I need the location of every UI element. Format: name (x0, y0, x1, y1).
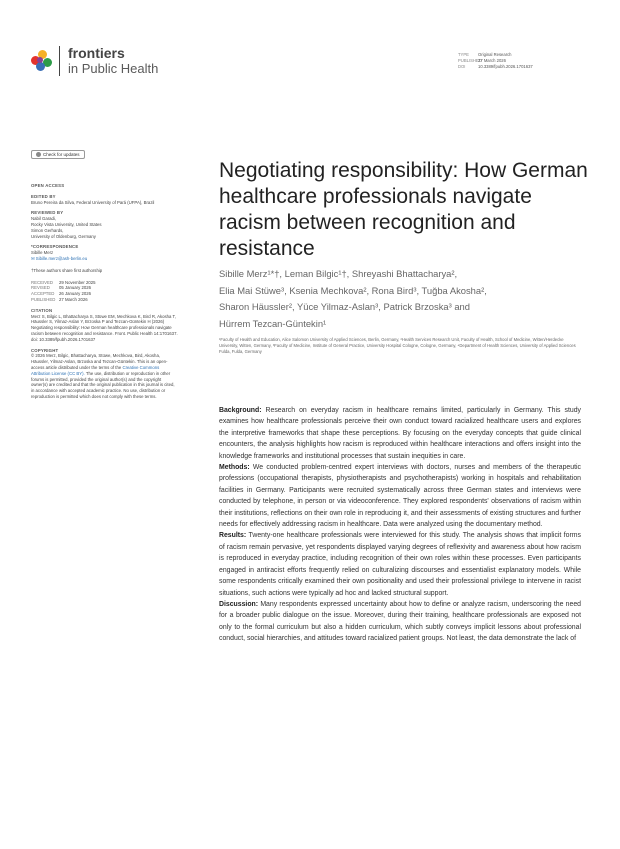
reviewer-2-affiliation: University of Oldenburg, Germany (31, 233, 96, 239)
copyright-text (31, 353, 179, 399)
authors-line: Sharon Häussler², Yüce Yilmaz-Aslan³, Patrick Brzoska³ and (219, 301, 470, 312)
abstract-background: Background: Research on everyday racism in healthcare remains limited, particularly in Germany. This study examines how healthcare professionals perceive their own conduct toward racialized healthcare users and explores the interpretive frameworks that shape these perceptions. By focusing on the everyday concepts that guide clinical encounters, the analysis highlights how racism is reproduced within healthcare interactions and offers insight into the knowledge frameworks and institutional processes that sustain inequities in care. (219, 407, 581, 460)
logo-divider (59, 46, 60, 76)
correspondence-email[interactable]: ✉ Sibille.merz@ash-berlin.eu (31, 255, 88, 261)
abstract-methods: Methods: We conducted problem-centred expert interviews with doctors, nurses and members of the therapeutic professions (occupational therapists, physiotherapists and psychotherapists) working in hospitals and rehabilitation facilities in Germany. Participants were recruited systematically across three German states and interviews were conducted by telephone, in person or via videoconference. They explored respondents' observations of racism within their institutions, reflections on their own role in reproducing it, and their assessments of existing structures and further needs for effectively addressing racism in healthcare. Data were analyzed using the documentary method. (219, 464, 581, 529)
edited-by: Bruno Pereira da Silva, Federal University of Pará (UFPA), Brazil (31, 199, 155, 205)
open-access-label: OPEN ACCESS (31, 183, 65, 188)
reviewer-1-name: Nabil Garadi, (31, 216, 57, 222)
meta-type: TYPE Original Research (458, 52, 512, 57)
abstract-discussion: Discussion: Many respondents expressed uncertainty about how to define or analyze racism, underscoring the need for a broader public dialogue on the issue. Moreover, during their training, healthcare professionals are exposed not only to the formal curriculum but also a hidden curriculum, which subtly conveys implicit lessons about professional conduct, social hierarchies, and attitudes toward racialized patient groups. Not least, the data demonstrate the lack of (219, 600, 581, 643)
journal-name-line2: in Public Health (68, 61, 159, 76)
check-for-updates-label: Check for updates (43, 152, 80, 157)
meta-doi[interactable]: DOI 10.3389/fpubh.2026.1701637 (458, 64, 533, 69)
abstract-results: Results: Twenty-one healthcare professionals were interviewed for this study. The analysis shows that implicit forms of racism remain pervasive, yet respondents displayed varying degrees of reflexivity and awareness about how racism is reproduced in everyday practice, including recognition of their own roles within these processes. Even participants engaged in antiracist efforts frequently relied on culturalizing discourses and essentialist explanatory models. While some respondents critically examined their own positionality and used their professional privilege to intervene in racist situations, such actions were typically ad hoc and lacked structural support. (219, 532, 581, 597)
author-list (219, 266, 574, 332)
citation-text: Merz S, Bilgic L, Bhattacharya S, Stüwe EM, Mechkova K, Bird R, Akosha T, Häussler S, Yilmaz-Aslan Y, Brzoska P and Tezcan-Güntekin H (2026) Negotiating responsibility: How German healthcare professionals navigate racism between recognition and resistance. Front. Public Health 14:1701637. doi: 10.3389/fpubh.2026.1701637 (31, 313, 178, 342)
date-accepted: ACCEPTED 26 January 2026 (31, 291, 92, 297)
cc-by-license-link[interactable]: Creative Commons Attribution License (CC BY). (31, 364, 160, 376)
authors-line: Hürrem Tezcan-Güntekin¹ (219, 317, 327, 329)
equal-contribution-note: †These authors share first authorship (31, 267, 103, 273)
edited-by-label: EDITED BY (31, 193, 56, 199)
copyright-label: COPYRIGHT (31, 347, 59, 353)
article-dates (31, 280, 179, 303)
article-sidebar (31, 183, 179, 400)
journal-name-line1: frontiers (68, 45, 125, 61)
correspondence-name: Sibille Merz (31, 250, 54, 256)
copyright-text-part2: The use, distribution or reproduction in other forums is permitted, provided the original author(s) and the copyright owner(s) are credited and that the original publication in this journal is cited, in accordance with accepted academic practice. No use, distribution or reproduction is permitted which does not comply with these terms. (31, 370, 175, 399)
check-for-updates-button[interactable] (31, 150, 85, 159)
reviewer-2-name: Simon Gerhards, (31, 227, 64, 233)
reviewer-1-affiliation: Rocky Vista University, United States (31, 221, 102, 227)
frontiers-logo-icon (31, 50, 53, 72)
article-meta (458, 52, 533, 70)
journal-name (68, 45, 158, 77)
citation-label: CITATION (31, 307, 53, 313)
meta-published: PUBLISHED27 March 2026 (458, 58, 506, 63)
affiliations: ¹Faculty of Health and Education, Alice Salomon University of Applied Sciences, Berlin, Germany, ²Health Services Research Unit, Faculty of Health, School of Medicine, Witten/Herdecke University, Witten, Germany, ³Faculty of Medicine, Institute of General Practice, University Hospital Cologne, Cologne, Germany, ⁴Department of Health Sciences, University of Applied Sciences Fulda, Fulda, Germany (219, 337, 576, 355)
abstract (219, 405, 581, 645)
journal-logo (31, 45, 158, 77)
authors-line: Elia Mai Stüwe³, Ksenia Mechkova², Rona Bird³, Tuğba Akosha², (219, 284, 487, 296)
date-revised: REVISED 05 January 2026 (31, 285, 92, 291)
article-title: Negotiating responsibility: How German healthcare professionals navigate racism between recognition and resistance (219, 159, 588, 261)
update-icon (36, 152, 41, 157)
date-published: PUBLISHED 27 March 2026 (31, 296, 88, 302)
correspondence-label: *CORRESPONDENCE (31, 244, 79, 250)
copyright-text-part1: © 2026 Merz, Bilgic, Bhattacharya, Stüwe, Mechkova, Bird, Akosha, Häussler, Yilmaz-Aslan, Brzoska and Tezcan-Güntekin. This is an open-access article distributed under the terms of the (31, 353, 168, 370)
date-received: RECEIVED 29 November 2025 (31, 279, 96, 285)
reviewed-by-label: REVIEWED BY (31, 210, 64, 216)
authors-line: Sibille Merz¹*†, Leman Bilgic¹†, Shreyashi Bhattacharya², (219, 268, 458, 279)
